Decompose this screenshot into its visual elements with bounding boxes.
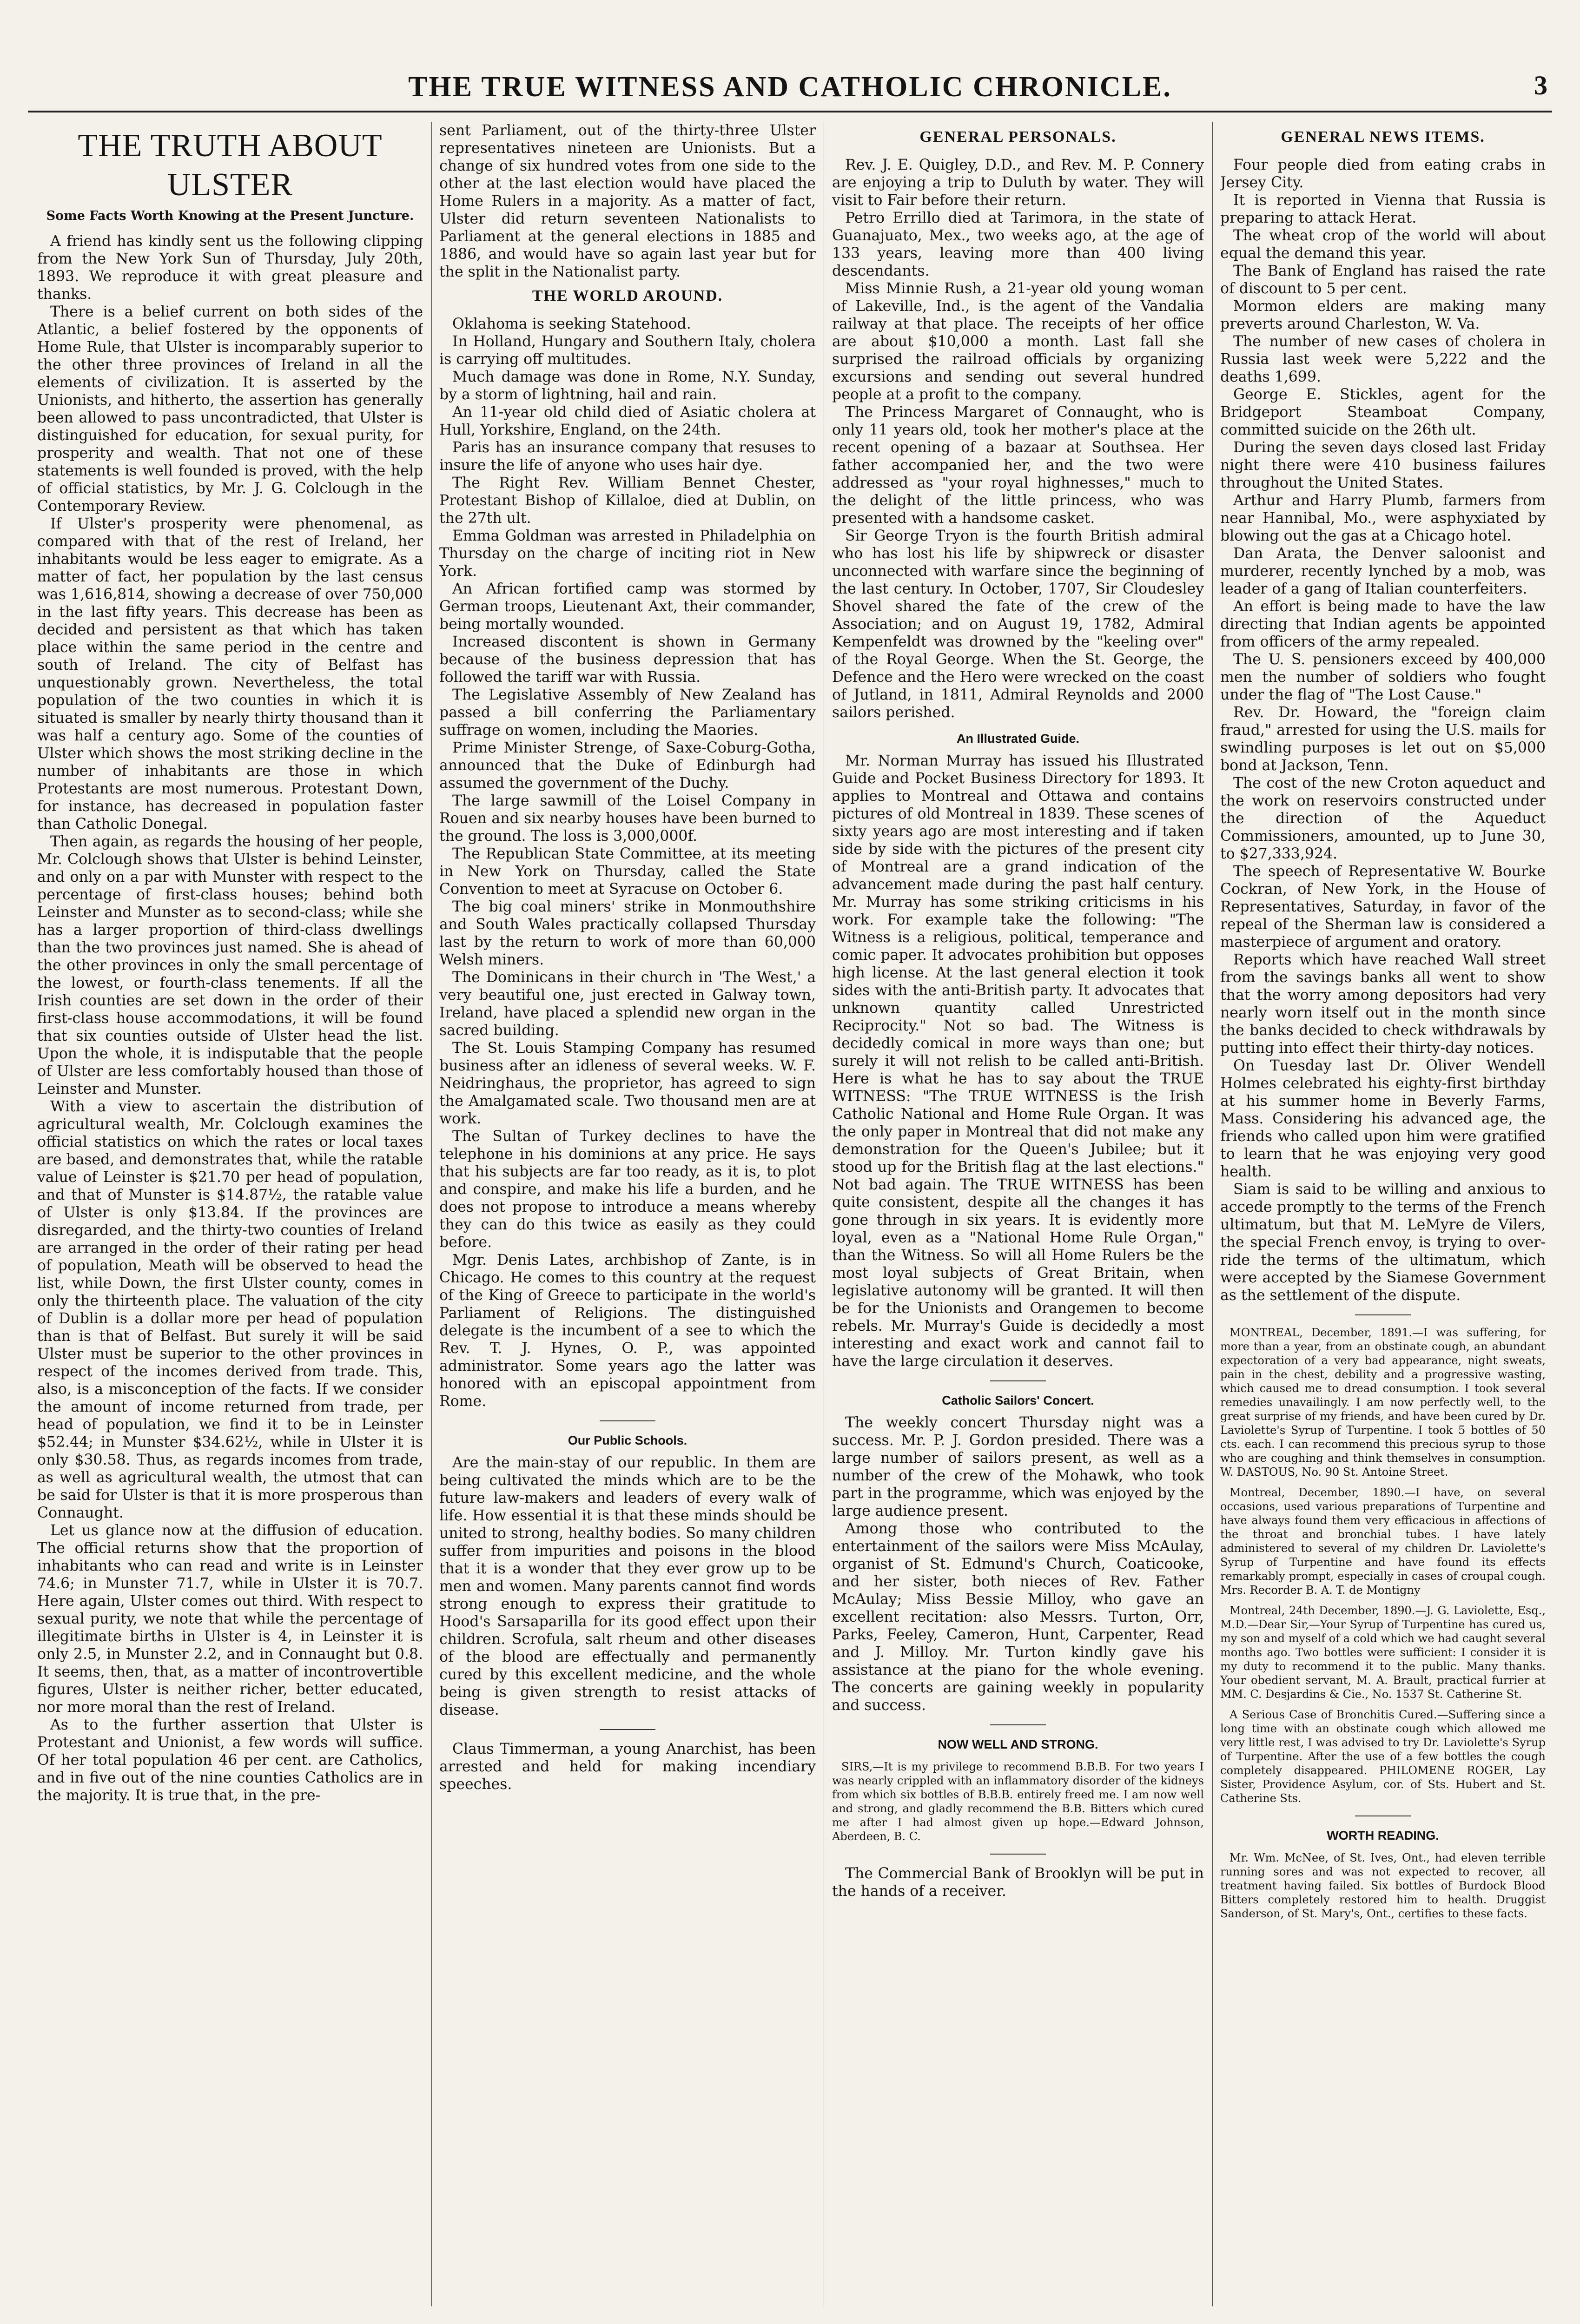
news-item: The Dominicans in their church in 'The West,' a very beautiful one, just erected in Galway town, Ireland, have placed a splendid new organ in the sacred building.: [439, 969, 816, 1039]
masthead-rule: [28, 111, 1552, 112]
testimonial-text: SIRS,—It is my privilege to recommend B.B.B. For two years I was nearly crippled with an inflammatory disorder of the kidneys from which six bottles of B.B.B. entirely freed me. I am now well and strong, and gladly recommend the B.B. Bitters which cured me after I had almost given up hope.—Edward Johnson, Aberdeen, B. C.: [832, 1760, 1204, 1843]
news-item: Mgr. Denis Lates, archbishop of Zante, is in Chicago. He comes to this country at the request of the King of Greece to participate in the world's Parliament of Religions. The distinguished delegate is the incumbent of a see to which the Rev. T. J. Hynes, O. P., was appointed administrator. Some years ago the latter was honored with an episcopal appointment from Rome.: [439, 1252, 816, 1410]
news-item: Mormon elders are making many preverts around Charleston, W. Va.: [1220, 298, 1546, 332]
news-item: The Sultan of Turkey declines to have the telephone in his dominions at any price. He says that his subjects are far too ready, as it is, to plot and conspire, and make his life a burden, and he does not propose to introduce a means whereby they can do this twice as easily as they could before.: [439, 1128, 816, 1251]
paragraph: A friend has kindly sent us the following clipping from the New York Sun of Thursday, July 20th, 1893. We reproduce it with great pleasure and thanks.: [37, 233, 423, 303]
testimonial: [1220, 1851, 1546, 1921]
news-item: Rev. Dr. Howard, the "foreign claim fraud," arrested for using the U.S. mails for swindling purposes is let out on $5,000 bond at Jackson, Tenn.: [1220, 704, 1546, 774]
ulster-subhead: Some Facts Worth Knowing at the Present Juncture.: [46, 209, 414, 223]
paragraph: The weekly concert Thursday night was a success. Mr. P. J. Gordon presided. There was a large number of sailors present, as well as a number of the crew of the Mohawk, who took part in the programme, which was enjoyed by the large audience present.: [832, 1414, 1204, 1519]
news-item: Rev. J. E. Quigley, D.D., and Rev. M. P. Connery are enjoying a trip to Duluth by water. They will visit to Fair before their return.: [832, 157, 1204, 209]
news-item: The big coal miners' strike in Monmouthshire and South Wales practically collapsed Thursday last by the return to work of more than 60,000 Welsh miners.: [439, 898, 816, 968]
newspaper-title: THE TRUE WITNESS AND CATHOLIC CHRONICLE.: [408, 71, 1172, 103]
section-rule: [600, 1729, 655, 1730]
news-item: The Republican State Committee, at its meeting in New York on Thursday, called the State Convention to meet at Syracuse on October 6.: [439, 845, 816, 898]
section-rule: [1355, 1314, 1411, 1315]
general-news-heading: GENERAL NEWS ITEMS.: [1281, 128, 1485, 145]
news-item: In Holland, Hungary and Southern Italy, cholera is carrying off multitudes.: [439, 333, 816, 368]
paragraph: There is a belief current on both sides of the Atlantic, a belief fostered by the opponents of Home Rule, that Ulster is incomparably superior to the other three provinces of Ireland in all the elements of civilization. It is asserted by the Unionists, and hitherto, the assertion has generally been allowed to pass uncontradicted, that Ulster is distinguished for education, for sexual purity, for prosperity and wealth. That not one of these statements is well founded is proved, with the help of official statistics, by Mr. J. G. Colclough in the Contemporary Review.: [37, 304, 423, 515]
news-item: An African fortified camp was stormed by German troops, Lieutenant Axt, their commander, being mortally wounded.: [439, 581, 816, 633]
news-items: [1220, 156, 1546, 1304]
news-item: Arthur and Harry Plumb, farmers from near Hannibal, Mo., were asphyxiated by blowing out the gas at a Chicago hotel.: [1220, 492, 1546, 544]
paragraph: If Ulster's prosperity were phenomenal, as compared with that of the rest of Ireland, her inhabitants would be less eager to emigrate. As a matter of fact, her population by the last census was 1,616,814, showing a decrease of over 750,000 in the last fifty years. This decrease has been as decided and persistent as that which has taken place within the same period in the centre and south of Ireland. The city of Belfast has unquestionably grown. Nevertheless, the total population of the two counties in which it is situated is smaller by nearly thirty thousand than it was half a century ago. Some of the counties of Ulster which shows the most striking decline in the number of inhabitants are those in which Protestants are most numerous. Protestant Down, for instance, has decreased in population faster than Catholic Donegal.: [37, 515, 423, 832]
paragraph: Let us glance now at the diffusion of education. The official returns show that the proportion of inhabitants who can read and write is in Leinster 74.6; in Munster 71.7, while in Ulster it is 70.7. Here again, Ulster comes out third. With respect to sexual purity, we note that while the percentage of illegitimate births in Ulster is 4, in Leinster it is only 2.5, in Munster 2.2, and in Connaught but 0.8. It seems, then, that, as a matter of incontrovertible figures, Ulster is neither richer, better educated, nor more moral than the rest of Ireland.: [37, 1522, 423, 1716]
ulster-article: [37, 232, 423, 1804]
section-rule: [600, 1420, 655, 1421]
paragraph: The Commercial Bank of Brooklyn will be put in the hands of a receiver.: [832, 1865, 1204, 1900]
paragraph: sent Parliament, out of the thirty-three Ulster representatives nineteen are Unionists. But a change of six hundred votes from one side to the other at the last election would have placed the Home Rulers in a majority. As a matter of fact, Ulster did return seventeen Nationalists to Parliament at the general elections in 1885 and 1886, and would have so again last year but for the split in the Nationalist party.: [439, 122, 816, 280]
news-item: During the seven days closed last Friday night there were 410 business failures throughout the United States.: [1220, 439, 1546, 491]
paragraph: Mr. Norman Murray has issued his Illustrated Guide and Pocket Business Directory for 1893. It applies to Montreal and Ottawa and contains pictures of old Montreal in 1839. These scenes of sixty years ago are most interesting and if taken side by side with the pictures of the present city of Montreal are a grand indication of the advancement made during the past half century. Mr. Murray has some striking criticisms in his work. For example take the following: "The Witness is a religious, political, temperance and comic paper. It advocates prohibition but opposes high license. At the last general election it took sides with the anti-British party. It advocates that unknown quantity called Unrestricted Reciprocity." Not so bad. The Witness is decidedly comical in more ways than one; but surely it will not relish to be called anti-British. Here is what he has to say about the TRUE WITNESS: "The TRUE WITNESS is the Irish Catholic National and Home Rule Organ. It was the only paper in Montreal that did not make any demonstration for the Queen's Jubilee; but it stood up for the British flag at the last elections." Not bad again. The TRUE WITNESS has been quite consistent, despite all the changes it has gone through in six years. It is evidently more loyal, even as a "National Home Rule Organ," than the Witness. So will all Home Rulers be the most loyal subjects of Great Britain, when legislative autonomy will be granted. It will then be for the Unionists and Orangemen to become rebels. Mr. Murray's Guide is decidedly a most interesting and exact work and cannot fail to have the large circulation it deserves.: [832, 753, 1204, 1370]
paragraph: Among those who contributed to the entertainment of the sailors were Miss McAulay, organist of St. Edmund's Church, Coaticooke, and her sister, both nieces of Rev. Father McAulay; Miss Bessie Milloy, who gave an excellent recitation: also Messrs. Turton, Orr, Parks, Feeley, Cameron, Hunt, Carpenter, Read and J. Milloy. Mr. Turton kindly gave his assistance at the piano for the whole evening. The concerts are gaining weekly in popularity and success.: [832, 1520, 1204, 1714]
well-and-strong-heading: NOW WELL AND STRONG.: [938, 1737, 1098, 1751]
news-item: An effort is being made to have the law directing that Indian agents be appointed from officers of the army repealed.: [1220, 598, 1546, 650]
news-item: The Princess Margaret of Connaught, who is only 11 years old, took her mother's place at the recent opening of a bazaar at Southsea. Her father accompanied her, and the two were addressed as "your royal highnesses," much to the delight of the little princess, who was presented with a handsome casket.: [832, 404, 1204, 527]
testimonial-text: MONTREAL, December, 1891.—I was suffering, for more than a year, from an obstinate cough, an abundant expectoration of a very bad appearance, night sweats, pain in the chest, debility and a progressive wasting, which caused me to dread consumption. I took several remedies unavailingly. I am now perfectly well, to the great surprise of my friends, and have been cured by Dr. Laviolette's Syrup of Turpentine. I took 5 bottles of 50 cts. each. I can recommend this precious syrup to those who are coughing and think themselves in consumption. W. DASTOUS, No. 90 St. Antoine Street.: [1220, 1326, 1546, 1479]
section-rule: [990, 1854, 1046, 1855]
news-item: The wheat crop of the world will about equal the demand this year.: [1220, 227, 1546, 262]
testimonial: [1220, 1486, 1546, 1597]
news-item: It is reported in Vienna that Russia is preparing to attack Herat.: [1220, 192, 1546, 226]
news-item: On Tuesday last Dr. Oliver Wendell Holmes celebrated his eighty-first birthday at his summer home in Beverly Farms, Mass. Considering his advanced age, the friends who called upon him were gratified to learn that he was enjoying very good health.: [1220, 1057, 1546, 1180]
ulster-headline: THE TRUTH ABOUT ULSTER: [78, 128, 383, 203]
paragraph: Then again, as regards the housing of her people, Mr. Colclough shows that Ulster is behind Leinster, and only on a par with Munster with respect to the percentage of first-class houses; behind both Leinster and Munster as to second-class; while she has a larger proportion of third-class dwellings than the two provinces just named. She is ahead of the other provinces in only the small percentage of the lowest, or fourth-class tenements. If all the Irish counties are set down in the order of their first-class house accommodations, it will be found that six counties outside of Ulster head the list. Upon the whole, it is indisputable that the people of Ulster are less comfortably housed than those of Leinster and Munster.: [37, 833, 423, 1097]
testimonial-text: Montreal, December, 1890.—I have, on several occasions, used various preparations of Turpentine and have always found them very efficacious in affections of the throat and bronchial tubes. I have lately administered to several of my children Dr. Laviolette's Syrup of Turpentine and have found its effects remarkably prompt, especially in cases of croupal cough. Mrs. Recorder B. A. T. de Montigny: [1220, 1486, 1546, 1597]
general-personals-heading: GENERAL PERSONALS.: [919, 128, 1117, 145]
news-item: The number of new cases of cholera in Russia last week were 5,222 and the deaths 1,699.: [1220, 333, 1546, 385]
column-1: [37, 122, 423, 2311]
public-schools-heading: Our Public Schools.: [568, 1433, 688, 1447]
news-item: Paris has an insurance company that resuses to insure the life of anyone who uses hair dye.: [439, 439, 816, 474]
testimonial: [1220, 1708, 1546, 1805]
paragraph: Claus Timmerman, a young Anarchist, has been arrested and held for making incendiary speeches.: [439, 1741, 816, 1793]
testimonial-text: A Serious Case of Bronchitis Cured.—Suffering since a long time with an obstinate cough which allowed me very little rest, I was advised to try Dr. Laviolette's Syrup of Turpentine. After the use of a few bottles the cough completely disappeared. PHILOMENE ROGER, Lay Sister, Providence Asylum, cor. of Sts. Hubert and St. Catherine Sts.: [1220, 1708, 1546, 1805]
news-item: The Bank of England has raised the rate of discount to 5 per cent.: [1220, 263, 1546, 297]
news-item: The speech of Representative W. Bourke Cockran, of New York, in the House of Representatives, Saturday, in favor of the repeal of the Sherman law is considered a masterpiece of argument and oratory.: [1220, 863, 1546, 951]
testimonial-text: Montreal, 24th December, 1890.—J. G. Laviolette, Esq., M.D.—Dear Sir,—Your Syrup of Turpentine has cured us, my son and myself of a cold which we had caught several months ago. Two bottles were sufficient: I consider it is my duty to recommend it to the public. Many thanks. Your obedient servant, M. A. Brault, practical furrier at MM. C. Desjardins & Cie., No. 1537 St. Catherine St.: [1220, 1604, 1546, 1701]
news-item: Prime Minister Strenge, of Saxe-Coburg-Gotha, announced that the Duke of Edinburgh had assumed the government of the Duchy.: [439, 739, 816, 792]
news-item: Sir George Tryon is the fourth British admiral who has lost his life by shipwreck or disaster unconnected with warfare since the beginning of the last century. In October, 1707, Sir Cloudesley Shovel shared the fate of the crew of the Association; and on August 19, 1782, Admiral Kempenfeldt was drowned by the "keeling over" of the Royal George. When the St. George, the Defence and the Hero were wrecked on the coast of Jutland, in 1811, Admiral Reynolds and 2000 sailors perished.: [832, 528, 1204, 721]
news-item: Four people died from eating crabs in Jersey City.: [1220, 157, 1546, 191]
section-rule: [990, 1380, 1046, 1381]
world-around-heading: THE WORLD AROUND.: [532, 287, 723, 304]
news-item: The Legislative Assembly of New Zealand has passed a bill conferring the Parliamentary suffrage on women, including the Maories.: [439, 687, 816, 739]
sailors-concert-heading: Catholic Sailors' Concert.: [942, 1393, 1094, 1407]
paragraph: With a view to ascertain the distribution of agricultural wealth, Mr. Colclough examines the official statistics on which the rates or local taxes are based, and demonstrates that, while the ratable value of Leinster is $21.70 per head of population, and that of Munster is $14.87½, the ratable value of Ulster is only $13.84. If the provinces are disregarded, and the thirty-two counties of Ireland are arranged in the order of their rating per head of population, Meath will be observed to head the list, while Down, the first Ulster county, comes in only the thirteenth place. The valuation of the city of Dublin is a dollar more per head of population than is that of Belfast. But surely it will be said Ulster must be superior to the other provinces in respect of the incomes derived from trade. This, also, is a misconception of the facts. If we consider the amount of income returned from trade, per head of population, we find it to be in Leinster $52.44; in Munster $34.62½, while in Ulster it is only $30.58. Thus, as regards incomes from trade, as well as agricultural wealth, the utmost that can be said for Ulster is that it is more prosperous than Connaught.: [37, 1098, 423, 1521]
news-item: Petro Errillo died at Tarimora, in the state of Guanajuato, Mex., two weeks ago, at the age of 133 years, leaving more than 400 living descendants.: [832, 210, 1204, 279]
news-item: Emma Goldman was arrested in Philadelphia on Thursday on the charge of inciting riot in New York.: [439, 528, 816, 580]
news-item: The cost of the new Croton aqueduct and the work on reservoirs constructed under the direction of the Aqueduct Commissioners, amounted, up to June 30, to $27,333,924.: [1220, 775, 1546, 862]
section-rule: [990, 1724, 1046, 1725]
news-item: Increased discontent is shown in Germany because of the business depression that has followed the tariff war with Russia.: [439, 634, 816, 686]
illustrated-guide-heading: An Illustrated Guide.: [956, 732, 1080, 746]
news-item: Much damage was done in Rome, N.Y. Sunday, by a storm of lightning, hail and rain.: [439, 369, 816, 403]
news-item: Reports which have reached Wall street from the savings banks all went to show that the worry among depositors had very nearly worn itself out in the month since the banks decided to check withdrawals by putting into effect their thirty-day notices.: [1220, 951, 1546, 1056]
paragraph: As to the further assertion that Ulster is Protestant and Unionist, a few words will suffice. Of her total population 46 per cent. are Catholics, and in five out of the nine counties Catholics are in the majority. It is true that, in the pre-: [37, 1717, 423, 1804]
news-item: Miss Minnie Rush, a 21-year old young woman of Lakeville, Ind., is the agent of the Vandalia railway at that place. The receipts of her office are about $10,000 a month. Last fall she surprised the railroad officials by organizing excursions and sending out several hundred people at a profit to the company.: [832, 280, 1204, 403]
news-item: The Right Rev. William Bennet Chester, Protestant Bishop of Killaloe, died at Dublin, on the 27th ult.: [439, 475, 816, 527]
column-3: [832, 122, 1204, 2311]
worth-reading-heading: WORTH READING.: [1327, 1829, 1439, 1842]
news-item: George E. Stickles, agent for the Bridgeport Steamboat Company, committed suicide on the 26th ult.: [1220, 386, 1546, 438]
testimonial-text: Mr. Wm. McNee, of St. Ives, Ont., had eleven terrible running sores and was not expected to recover, all treatment having failed. Six bottles of Burdock Blood Bitters completely restored him to health. Druggist Sanderson, of St. Mary's, Ont., certifies to these facts.: [1220, 1851, 1546, 1920]
masthead: [28, 65, 1552, 109]
testimonial: [1220, 1326, 1546, 1479]
news-item: The U. S. pensioners exceed by 400,000 men the number of soldiers who fought under the flag of "The Lost Cause.": [1220, 651, 1546, 703]
personals-items: [832, 156, 1204, 721]
news-item: An 11-year old child died of Asiatic cholera at Hull, Yorkshire, England, on the 24th.: [439, 404, 816, 438]
news-item: The large sawmill of the Loisel Company in Rouen and six nearby houses have been burned to the ground. The loss is 3,000,000f.: [439, 792, 816, 845]
news-item: The St. Louis Stamping Company has resumed business after an idleness of several weeks. W. F. Neidringhaus, the proprietor, has agreed to sign the Amalgamated scale. Two thousand men are at work.: [439, 1040, 816, 1127]
news-item: Dan Arata, the Denver saloonist and murderer, recently lynched by a mob, was leader of a gang of Italian counterfeiters.: [1220, 545, 1546, 597]
testimonial: [1220, 1604, 1546, 1701]
news-item: Siam is said to be willing and anxious to accede promptly to the terms of the French ultimatum, but that M. LeMyre de Vilers, the special French envoy, is trying to over-ride the terms of the ultimatum, which were accepted by the Siamese Government as the settlement of the dispute.: [1220, 1181, 1546, 1304]
testimonial: [832, 1760, 1204, 1843]
column-divider: [1212, 122, 1213, 2306]
column-divider: [431, 122, 432, 2306]
world-items: [439, 315, 816, 1410]
paragraph: Are the main-stay of our republic. In them are being cultivated the minds which are to be the future law-makers and leaders of every walk of life. How essential it is that these minds should be united to strong, healthy bodies. So many children suffer from impurities and poisons in the blood that it is a wonder that they ever grow up to be men and women. Many parents cannot find words strong enough to express their gratitude to Hood's Sarsaparilla for its good effect upon their children. Scrofula, salt rheum and other diseases of the blood are effectually and permanently cured by this excellent medicine, and the whole being is given strength to resist attacks of disease.: [439, 1454, 816, 1718]
column-4: [1220, 122, 1546, 2311]
column-2: [439, 122, 816, 2311]
news-item: Oklahoma is seeking Statehood.: [452, 316, 691, 332]
page-number: 3: [1534, 70, 1547, 100]
